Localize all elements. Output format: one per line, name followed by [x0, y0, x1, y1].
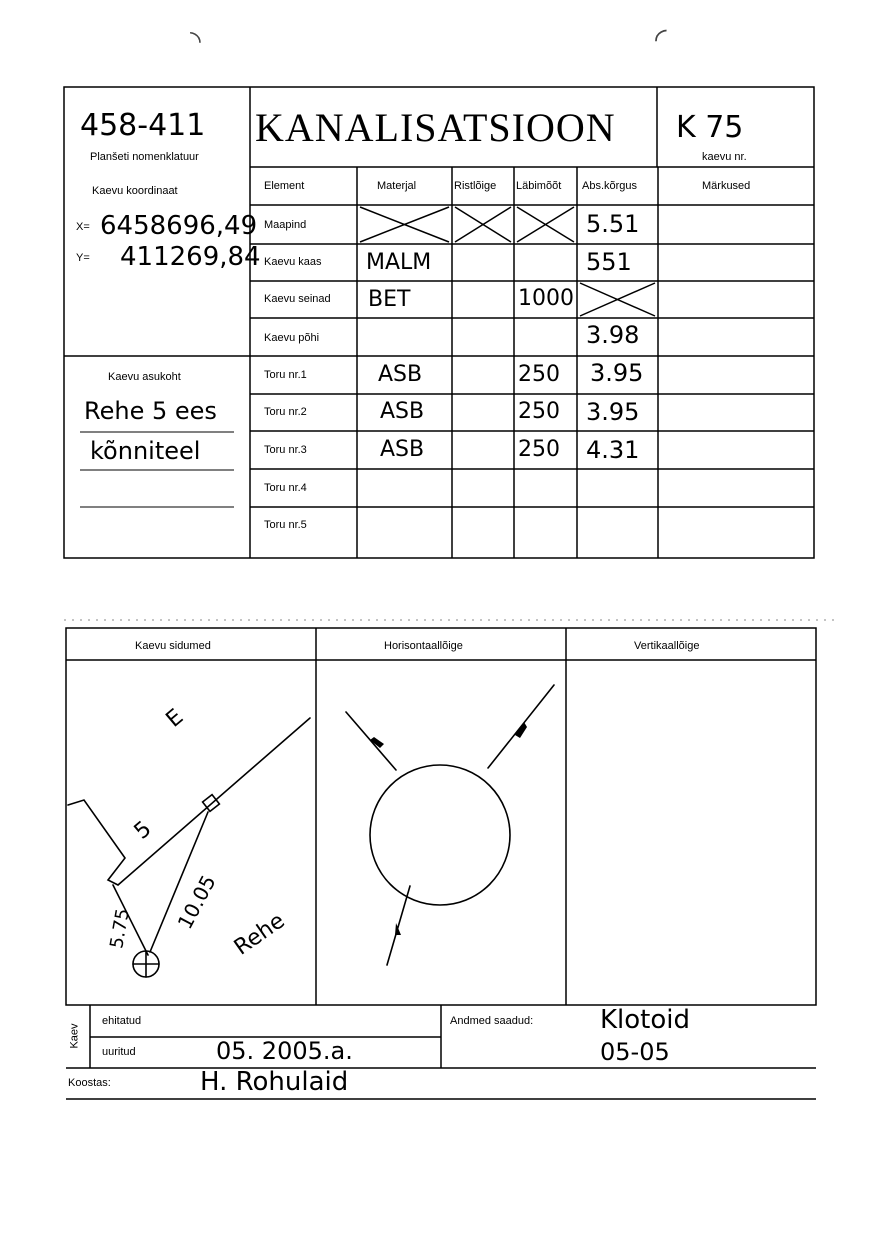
- col-header-material: Materjal: [377, 180, 417, 192]
- row-element: Toru nr.4: [264, 482, 307, 494]
- col-header-notes: Märkused: [702, 180, 751, 192]
- col-header-diameter: Läbimõõt: [516, 180, 562, 192]
- x-coordinate-label: X=: [76, 221, 90, 233]
- well-label-vertical: Kaev: [68, 1023, 81, 1049]
- row-element: Kaevu seinad: [264, 293, 331, 305]
- row-diameter: 1000: [518, 286, 574, 311]
- row-element: Toru nr.1: [264, 369, 307, 381]
- row-material: ASB: [380, 399, 425, 424]
- well-number: K 75: [676, 110, 744, 145]
- location-label: Kaevu asukoht: [108, 371, 181, 383]
- sketch-direction-e: E: [161, 704, 189, 733]
- row-element: Maapind: [264, 219, 307, 231]
- pipe-2-arrow-icon: [515, 722, 527, 738]
- row-element: Kaevu põhi: [264, 332, 320, 344]
- page-title: KANALISATSIOON: [255, 105, 616, 150]
- row-abs-height: 551: [586, 248, 632, 276]
- sketch-dist-1005: 10.05: [172, 871, 221, 933]
- location-line-2: kõnniteel: [90, 437, 201, 465]
- y-coordinate-label: Y=: [76, 252, 90, 264]
- pipe-3-line: [387, 886, 410, 965]
- data-source-label: Andmed saadud:: [450, 1015, 534, 1027]
- coordinates-label: Kaevu koordinaat: [92, 185, 178, 197]
- location-line-1: Rehe 5 ees: [84, 397, 217, 425]
- hole-mark-right: ◜: [655, 23, 667, 56]
- col-header-cross-section: Ristlõige: [454, 180, 497, 192]
- y-coordinate-value: 411269,84: [120, 242, 261, 272]
- built-label: ehitatud: [102, 1015, 142, 1027]
- row-abs-height: 3.95: [590, 359, 644, 387]
- compiled-value: H. Rohulaid: [200, 1067, 349, 1097]
- row-abs-height: 3.95: [586, 398, 640, 426]
- row-element: Toru nr.5: [264, 519, 307, 531]
- row-element: Toru nr.3: [264, 444, 307, 456]
- sheet-number: 458-411: [80, 108, 206, 143]
- sheet-number-label: Planšeti nomenklatuur: [90, 151, 199, 163]
- data-source-code: 05-05: [600, 1038, 670, 1066]
- row-material: ASB: [378, 362, 423, 387]
- section-header-vertical: Vertikaallõige: [634, 640, 700, 652]
- row-material: MALM: [366, 250, 432, 275]
- row-material: ASB: [380, 437, 425, 462]
- surveyed-value: 05. 2005.a.: [216, 1037, 353, 1065]
- row-abs-height: 5.51: [586, 210, 640, 238]
- sketch-street-name: Rehe: [229, 908, 290, 961]
- sketch-dist-5: 5: [129, 816, 157, 845]
- section-header-ties: Kaevu sidumed: [135, 640, 211, 652]
- row-diameter: 250: [518, 399, 560, 424]
- compiled-label: Koostas:: [68, 1077, 111, 1089]
- sketch-dist-575: 5.75: [106, 906, 134, 951]
- row-abs-height: 3.98: [586, 321, 640, 349]
- x-coordinate-value: 6458696,49: [100, 211, 258, 241]
- row-element: Toru nr.2: [264, 406, 307, 418]
- col-header-abs-height: Abs.kõrgus: [582, 180, 638, 192]
- row-material: BET: [368, 287, 411, 312]
- surveyed-label: uuritud: [102, 1046, 136, 1058]
- hole-mark-left: ◝: [190, 25, 201, 56]
- row-diameter: 250: [518, 362, 560, 387]
- pipe-1-line: [346, 712, 396, 770]
- well-plan-circle: [370, 765, 510, 905]
- data-source-value: Klotoid: [600, 1005, 691, 1035]
- section-header-horizontal: Horisontaallõige: [384, 640, 463, 652]
- row-abs-height: 4.31: [586, 436, 640, 464]
- col-header-element: Element: [264, 180, 305, 192]
- row-element: Kaevu kaas: [264, 256, 322, 268]
- row-diameter: 250: [518, 437, 560, 462]
- well-number-label: kaevu nr.: [702, 151, 747, 163]
